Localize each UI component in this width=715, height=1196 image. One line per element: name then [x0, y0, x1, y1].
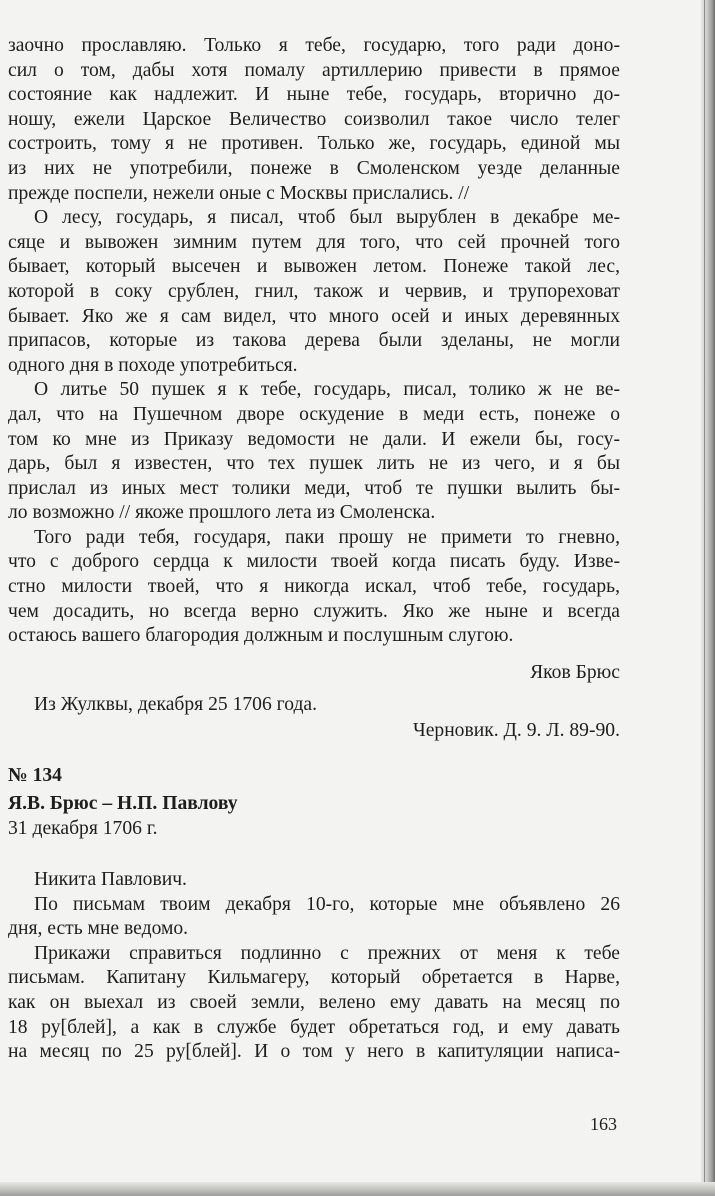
text-line: из них не употребили, понеже в Смоленском уезде деланные — [8, 157, 620, 179]
text-line: Того ради тебя, государя, паки прошу не примети то гневно, — [34, 526, 620, 548]
text-line: на месяц по 25 ру[блей]. И о том у него в капитуляции написа- — [8, 1041, 620, 1063]
text-line: состояние как надлежит. И ныне тебе, государь, вторично до- — [8, 84, 620, 106]
archive-reference: Черновик. Д. 9. Л. 89-90. — [412, 720, 620, 741]
text-line: письмам. Капитану Кильмагеру, который обретается в Нарве, — [8, 967, 620, 989]
text-line: бывает, который высечен и вывожен летом. Понеже такой лес, — [8, 256, 620, 278]
text-line: прежде поспели, нежели оные с Москвы прислались. // — [8, 182, 470, 204]
text-line: одного дня в походе употребиться. — [8, 354, 298, 376]
text-line: Прикажи справиться подлинно с прежних от меня к тебе — [34, 942, 620, 964]
document-title: Я.В. Брюс – Н.П. Павлову — [8, 793, 238, 814]
text-line: которой в соку срублен, гнил, також и червив, и трупореховат — [8, 280, 620, 302]
text-line: остаюсь вашего благородия должным и послушным слугою. — [8, 625, 514, 647]
text-line: По письмам твоим декабря 10-го, которые мне объявлено 26 — [34, 893, 620, 915]
document-number: № 134 — [8, 765, 62, 786]
text-line: 18 ру[блей], а как в службе будет обретаться год, и ему давать — [8, 1016, 620, 1038]
page-edge-line — [704, 0, 705, 1196]
page-number: 163 — [590, 1114, 617, 1134]
text-line: припасов, которые из такова дерева были зделаны, не могли — [8, 330, 620, 352]
salutation: Никита Павлович. — [34, 869, 187, 890]
text-line: сил о том, дабы хотя помалу артиллерию привести в прямое — [8, 59, 620, 81]
letter-continuation — [8, 34, 620, 649]
text-line: как он выехал из своей земли, велено ему давать на месяц по — [8, 991, 620, 1013]
paragraph-2 — [8, 206, 620, 378]
document-date: 31 декабря 1706 г. — [8, 818, 158, 839]
text-line: состроить, тому я не противен. Только же, государь, единой мы — [8, 133, 620, 155]
text-line: бывает. Яко же я сам видел, что много осей и иных деревянных — [8, 305, 620, 327]
text-line: О литье 50 пушек я к тебе, государь, писал, толико ж не ве- — [34, 379, 620, 401]
text-line: дня, есть мне ведомо. — [8, 918, 189, 940]
letter-134 — [8, 868, 620, 1065]
text-line: заочно прославляю. Только я тебе, государю, того ради доно- — [8, 35, 620, 56]
text-line: ло возможно // якоже прошлого лета из Смоленска. — [8, 502, 436, 524]
place-date: Из Жулквы, декабря 25 1706 года. — [34, 694, 318, 715]
text-line: О лесу, государь, я писал, чтоб был вырублен в декабре ме- — [34, 207, 620, 229]
scan-bottom-edge — [0, 1182, 715, 1196]
paragraph-1 — [8, 34, 620, 206]
text-line: сяце и вывожен зимним путем для того, что сей прочней того — [8, 231, 620, 253]
text-line: прислал из иных мест толики меди, чтоб те пушки вылить бы- — [8, 477, 620, 499]
paragraph-3 — [8, 378, 620, 526]
signature: Яков Брюс — [530, 662, 620, 683]
text-line: дал, что на Пушечном дворе оскудение в меди есть, понеже о — [8, 403, 620, 425]
letter-paragraph-2 — [8, 942, 620, 1065]
text-line: том ко мне из Приказу ведомости не дали. И ежели бы, госу- — [8, 428, 620, 450]
paragraph-4 — [8, 526, 620, 649]
text-line: дарь, был я известен, что тех пушек лить не из чего, и я бы — [8, 453, 620, 475]
text-line: чем досадить, но всегда верно служить. Яко же ныне и всегда — [8, 600, 620, 622]
text-line: стно милости твоей, что я никогда искал, чтоб тебе, государь, — [8, 576, 620, 598]
text-line: ношу, ежели Царское Величество соизволил такое число телег — [8, 108, 620, 130]
text-line: что с доброго сердца к милости твоей когда писать буду. Изве- — [8, 551, 620, 573]
letter-paragraph-1 — [8, 893, 620, 942]
